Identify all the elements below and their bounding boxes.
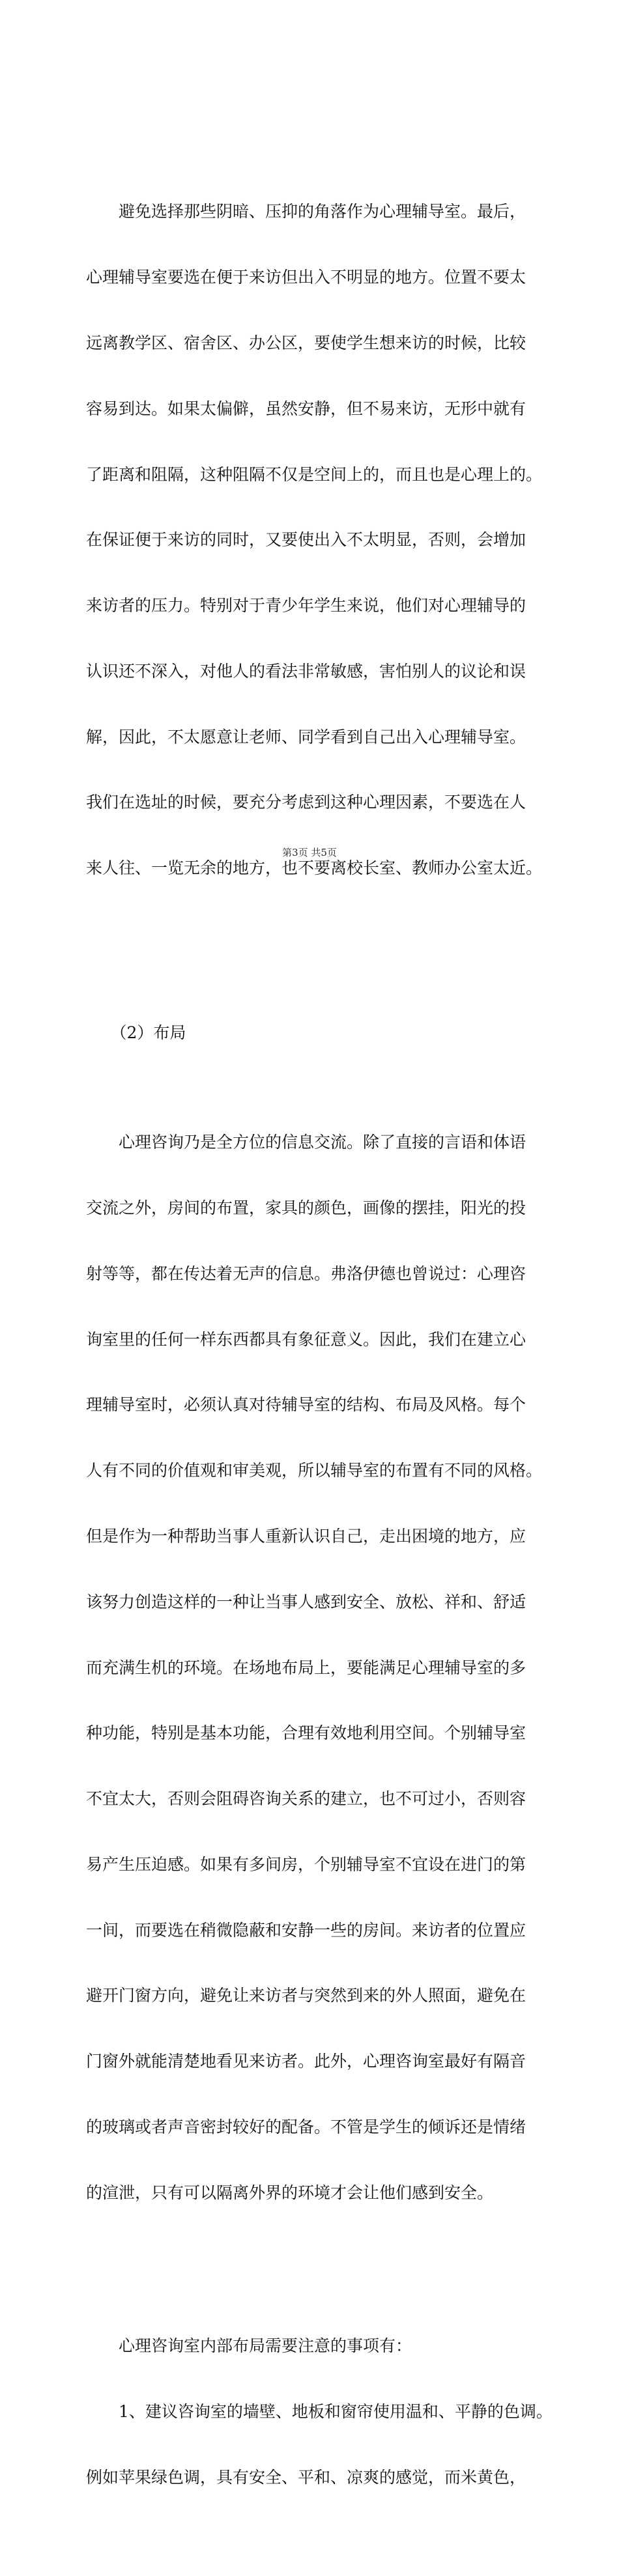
text-line: 在保证便于来访的同时，又要使出入不太明显，否则，会增加: [86, 530, 526, 550]
text-line: 易产生压迫感。如果有多间房，个别辅导室不宜设在进门的第: [86, 1854, 526, 1874]
text-line: 种功能，特别是基本功能，合理有效地利用空间。个别辅导室: [86, 1723, 526, 1743]
text-line: 门窗外就能清楚地看见来访者。此外，心理咨询室最好有隔音: [86, 2052, 526, 2071]
text-line: 不宜太大，否则会阻碍咨询关系的建立，也不可过小，否则容: [86, 1789, 526, 1809]
text-line: 的渲泄，只有可以隔离外界的环境才会让他们感到安全。: [86, 2183, 494, 2202]
body-text: [86, 113, 555, 2576]
text-line: 一间，而要选在稍微隐蔽和安静一些的房间。来访者的位置应: [86, 1920, 526, 1940]
page-footer: 第3页 共5页: [282, 847, 337, 858]
text-line: 心理辅导室要选在便于来访但出入不明显的地方。位置不要太: [86, 268, 526, 287]
paragraph-layout: [86, 1088, 555, 2247]
text-line: 远离教学区、宿舍区、办公区，要使学生想来访的时候，比较: [86, 333, 526, 352]
text-line: 该努力创造这样的一种让当事人感到安全、放松、祥和、舒适: [86, 1592, 526, 1611]
text-line: 了距离和阻隔，这种阻隔不仅是空间上的，而且也是心理上的。: [86, 464, 543, 484]
text-line: 解，因此，不太愿意让老师、同学看到自己出入心理辅导室。: [86, 727, 526, 746]
text-line: 例如苹果绿色调，具有安全、平和、凉爽的感觉，而米黄色，: [86, 2467, 526, 2487]
text-line: 我们在选址的时候，要充分考虑到这种心理因素，不要选在人: [86, 793, 526, 812]
text-line: 来人往、一览无余的地方，也不要离校长室、教师办公室太近。: [86, 858, 543, 878]
text-line: 避开门窗方向，避免让来访者与突然到来的外人照面，避免在: [86, 1986, 526, 2005]
text-line: 心理咨询室内部布局需要注意的事项有：: [86, 2336, 412, 2355]
text-line: 心理咨询乃是全方位的信息交流。除了直接的言语和体语: [86, 1133, 526, 1152]
text-line: 的玻璃或者声音密封较好的配备。不管是学生的倾诉还是情绪: [86, 2117, 526, 2137]
paragraph-site-selection: [86, 157, 555, 923]
paragraph-spacer: [86, 967, 555, 978]
text-line: 但是作为一种帮助当事人重新认识自己，走出困境的地方，应: [86, 1527, 526, 1546]
text-line: 理辅导室时，必须认真对待辅导室的结构、布局及风格。每个: [86, 1395, 526, 1415]
text-line: 来访者的压力。特别对于青少年学生来说，他们对心理辅导的: [86, 596, 526, 616]
text-line: 1、建议咨询室的墙壁、地板和窗帘使用温和、平静的色调。: [86, 2401, 553, 2421]
text-line: 避免选择那些阴暗、压抑的角落作为心理辅导室。最后，: [86, 202, 526, 221]
text-line: 询室里的任何一样东西都具有象征意义。因此，我们在建立心: [86, 1329, 526, 1349]
text-line: 人有不同的价值观和审美观，所以辅导室的布置有不同的风格。: [86, 1461, 543, 1480]
text-line: 交流之外，房间的布置，家具的颜色，画像的摆挂，阳光的投: [86, 1198, 526, 1218]
paragraph-notes: [86, 2291, 555, 2532]
text-line: 而充满生机的环境。在场地布局上，要能满足心理辅导室的多: [86, 1658, 526, 1677]
text-line: 认识还不深入，对他人的看法非常敏感，害怕别人的议论和误: [86, 661, 526, 681]
text-line: 射等等，都在传达着无声的信息。弗洛伊德也曾说过：心理咨: [86, 1264, 526, 1283]
section-heading: （2）布局: [86, 1023, 186, 1043]
text-line: 容易到达。如果太偏僻，虽然安静，但不易来访，无形中就有: [86, 399, 526, 418]
